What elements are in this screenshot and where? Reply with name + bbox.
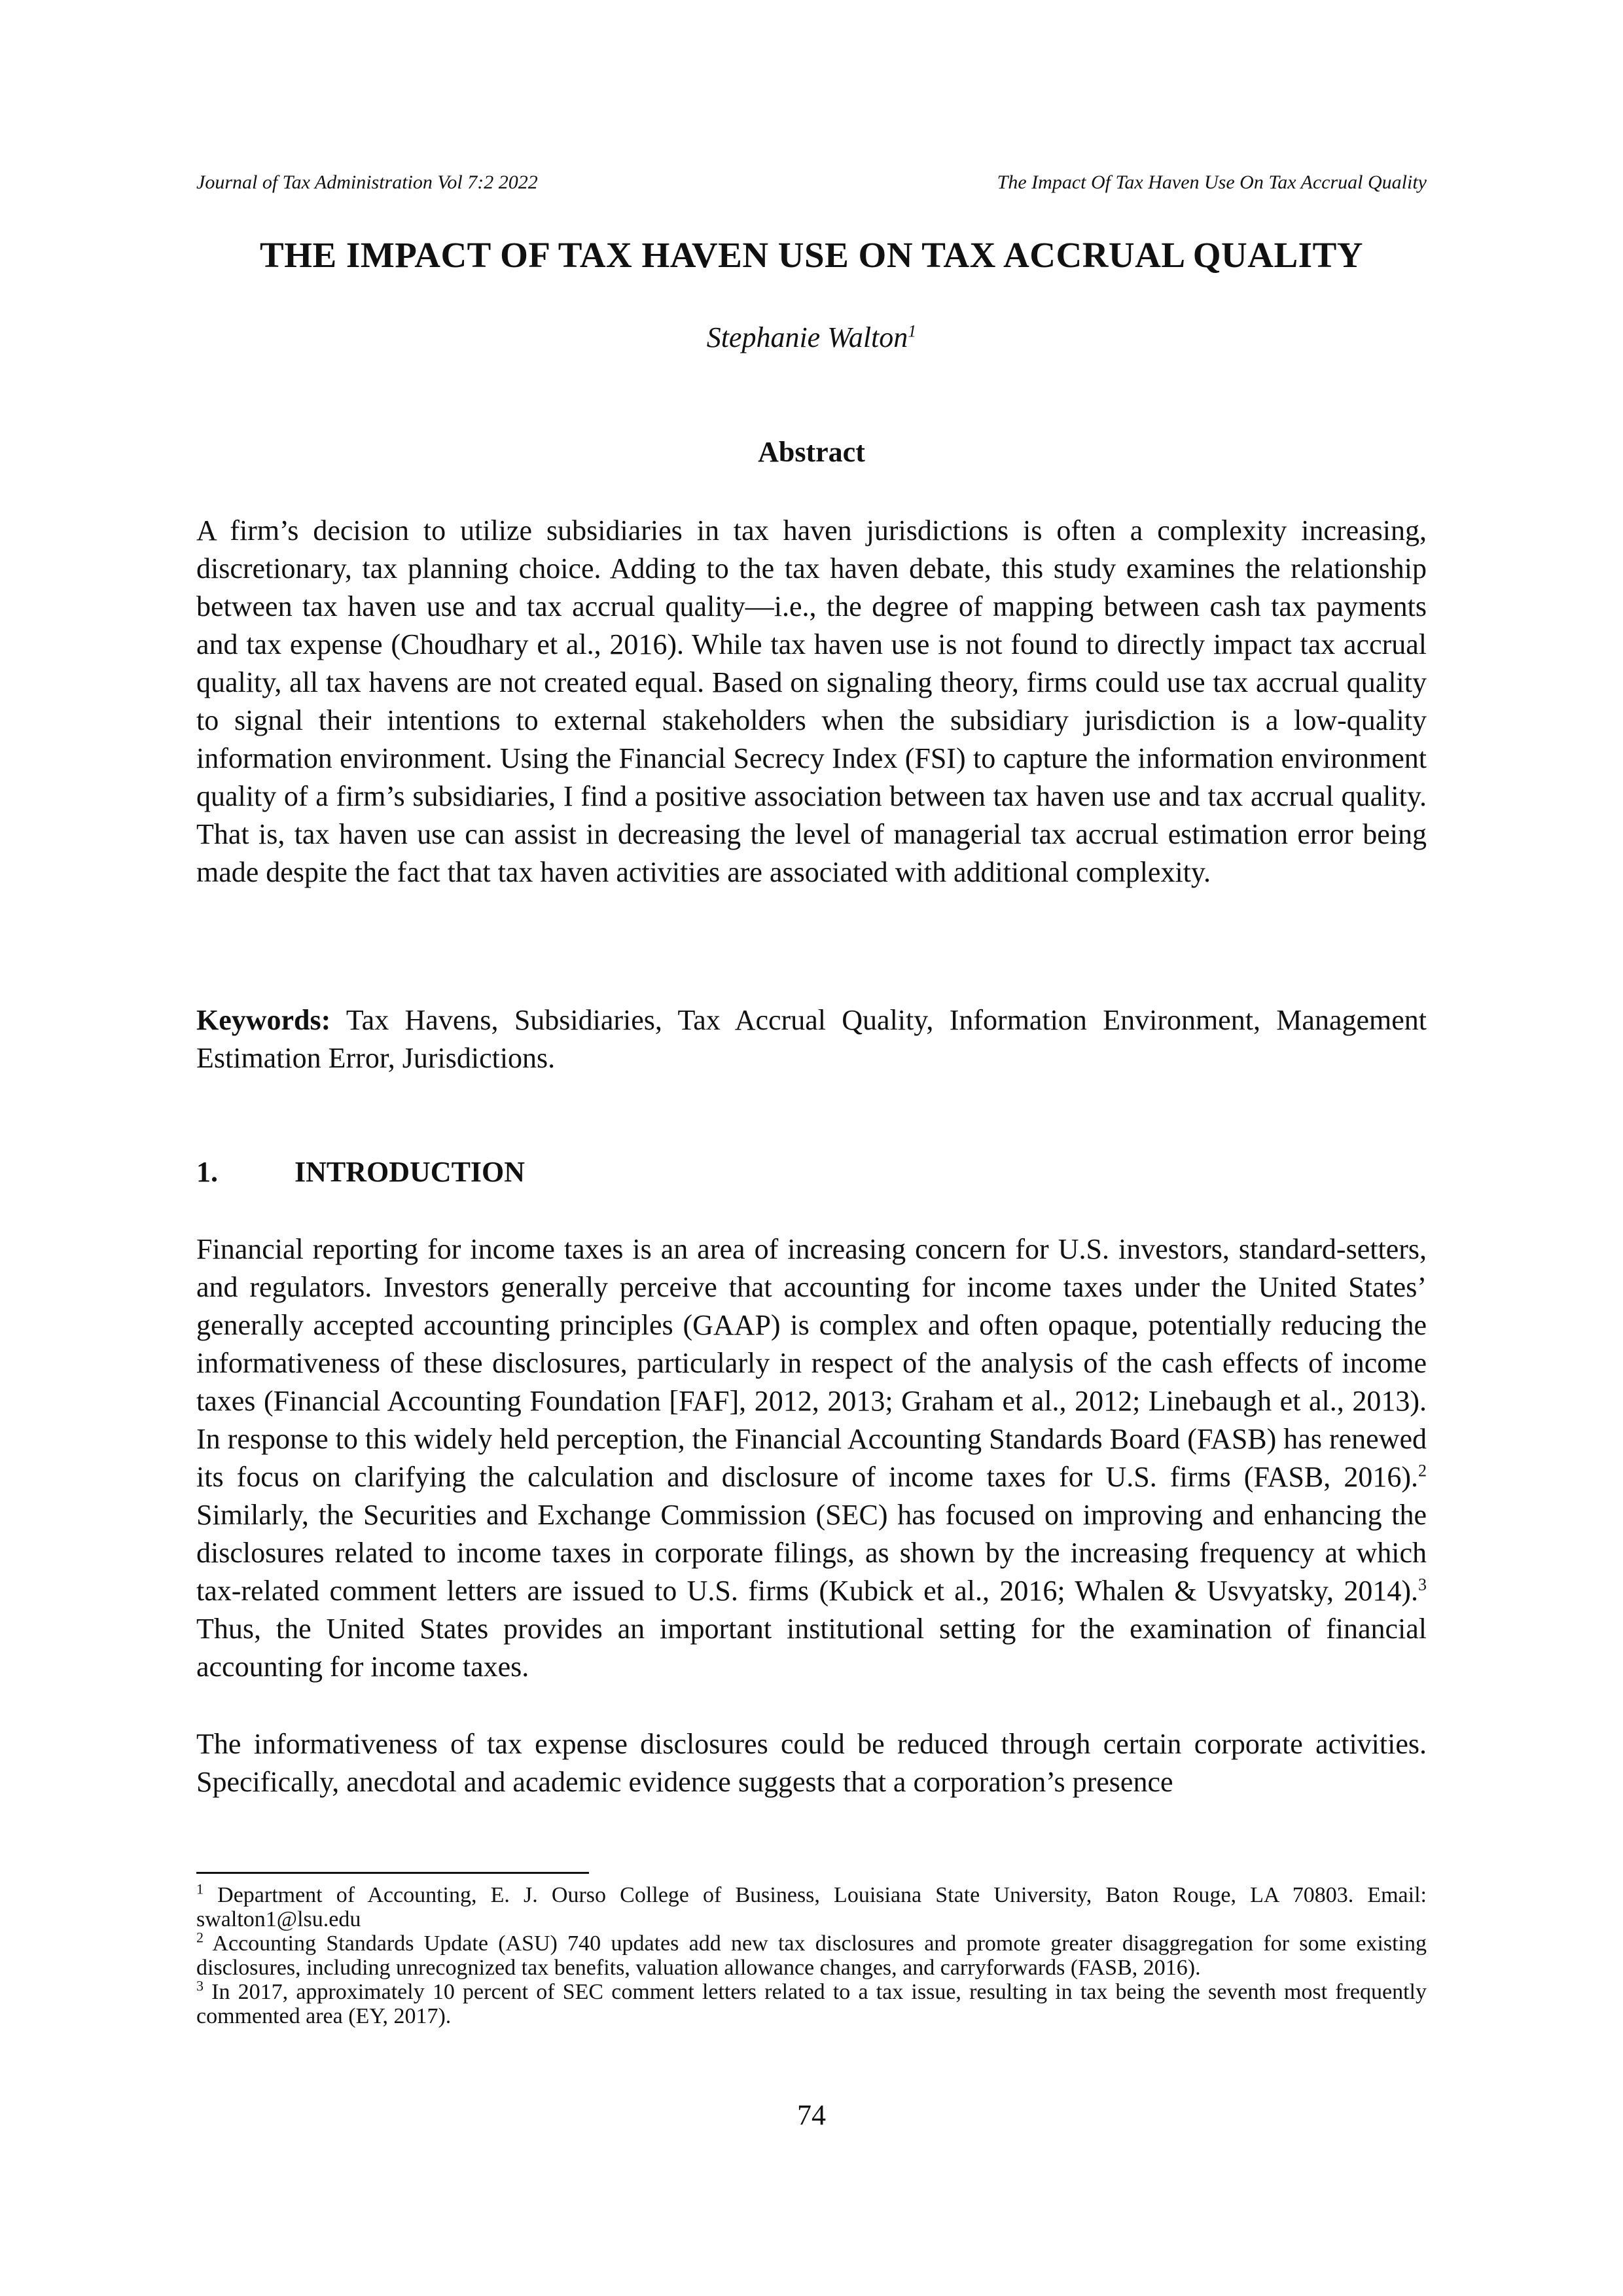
footnote-3 xyxy=(196,1977,1427,2028)
abstract-text: A firm’s decision to utilize subsidiaries in tax haven jurisdictions is often a complexity increasing, discretionary, tax planning choice. Adding to the tax haven debate, this study examines the relationship between tax haven use and tax accrual quality—i.e., the degree of mapping between cash tax payments and tax expense (Choudhary et al., 2016). While tax haven use is not found to directly impact tax accrual quality, all tax havens are not created equal. Based on signaling theory, firms could use tax accrual quality to signal their intentions to external stakeholders when the subsidiary jurisdiction is a low-quality information environment. Using the Financial Secrecy Index (FSI) to capture the information environment quality of a firm’s subsidiaries, I find a positive association between tax haven use and tax accrual quality. That is, tax haven use can assist in decreasing the level of managerial tax accrual estimation error being made despite the fact that tax haven activities are associated with additional complexity. xyxy=(196,514,1427,888)
running-header xyxy=(196,171,1427,194)
footnote-1-mark: 1 xyxy=(196,1880,204,1897)
journal-citation: Journal of Tax Administration Vol 7:2 2022 xyxy=(196,171,538,193)
footnote-ref-3: 3 xyxy=(1418,1575,1427,1594)
intro-paragraph-2: The informativeness of tax expense disclosures could be reduced through certain corporate activities. Specifically, anecdotal and academic evidence suggests that a corporation’s presence xyxy=(196,1728,1427,1798)
running-title: The Impact Of Tax Haven Use On Tax Accrual Quality xyxy=(997,171,1427,193)
section-number: 1. xyxy=(196,1156,218,1188)
footnote-3-text: In 2017, approximately 10 percent of SEC comment letters related to a tax issue, resulting in tax being the seventh most frequently commented area (EY, 2017). xyxy=(196,1980,1427,2028)
intro-p1-part-a: Financial reporting for income taxes is an area of increasing concern for U.S. investors, standard-setters, and regulators. Investors generally perceive that accounting for income taxes under the United States’ generally accepted accounting principles (GAAP) is complex and often opaque, potentially reducing the informativeness of these disclosures, particularly in respect of the analysis of the cash effects of income taxes (Financial Accounting Foundation [FAF], 2012, 2013; Graham et al., 2012; Linebaugh et al., 2013). In response to this widely held perception, the Financial Accounting Standards Board (FASB) has renewed its focus on clarifying the calculation and disclosure of income taxes for U.S. firms (FASB, 2016). xyxy=(196,1233,1427,1493)
author-line xyxy=(196,321,1427,354)
footnote-2-text: Accounting Standards Update (ASU) 740 updates add new tax disclosures and promote greater disaggregation for some existing disclosures, including unrecognized tax benefits, valuation allowance changes, and carryforwards (FASB, 2016). xyxy=(196,1931,1427,1980)
author-footnote-mark: 1 xyxy=(908,321,917,341)
keywords-label: Keywords: xyxy=(196,1004,331,1036)
intro-p1-part-b: Similarly, the Securities and Exchange Commission (SEC) has focused on improving and enhancing the disclosures related to income taxes in corporate filings, as shown by the increasing frequency at which tax-related comment letters are issued to U.S. firms (Kubick et al., 2016; Whalen & Usvyatsky, 2014). xyxy=(196,1499,1427,1607)
intro-paragraph-1 xyxy=(196,1230,1427,1686)
footnote-2 xyxy=(196,1931,1427,1980)
footnotes xyxy=(196,1880,1427,2028)
section-heading xyxy=(196,1155,525,1189)
page-number: 74 xyxy=(797,2099,826,2131)
paper-title: THE IMPACT OF TAX HAVEN USE ON TAX ACCRUAL QUALITY xyxy=(260,235,1363,275)
abstract-heading: Abstract xyxy=(758,436,865,468)
footnote-ref-2: 2 xyxy=(1418,1461,1427,1480)
footnote-divider xyxy=(196,1872,589,1874)
keywords-text: Tax Havens, Subsidiaries, Tax Accrual Quality, Information Environment, Management Estimation Error, Jurisdictions. xyxy=(196,1004,1427,1074)
section-title: INTRODUCTION xyxy=(294,1156,526,1188)
keywords xyxy=(196,1001,1427,1077)
footnote-1 xyxy=(196,1880,1427,1931)
intro-p1-part-c: Thus, the United States provides an important institutional setting for the examination of financial accounting for income taxes. xyxy=(196,1613,1427,1683)
footnote-1-text: Department of Accounting, E. J. Ourso College of Business, Louisiana State University, Baton Rouge, LA 70803. Email: swalton1@lsu.edu xyxy=(196,1883,1427,1931)
footnote-2-mark: 2 xyxy=(196,1929,204,1946)
footnote-3-mark: 3 xyxy=(196,1977,204,1994)
author-name: Stephanie Walton xyxy=(706,321,908,353)
